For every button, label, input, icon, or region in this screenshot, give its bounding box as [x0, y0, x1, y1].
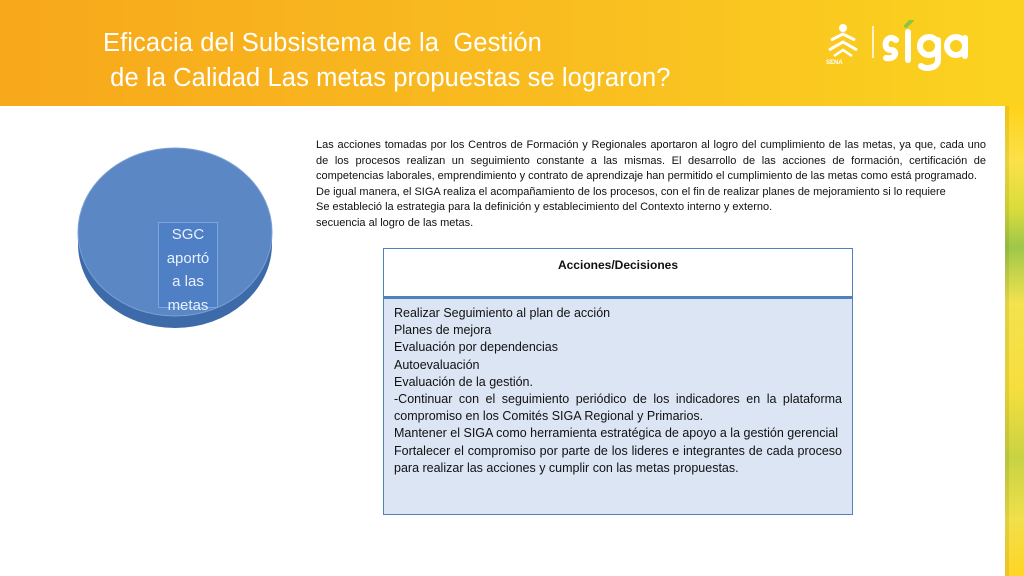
- paragraph-text: De igual manera, el SIGA realiza el acompañamiento de los procesos, con el fin de realizar planes de mejoramiento si lo requiere: [316, 185, 946, 198]
- pie-label-line: SGC: [171, 226, 205, 243]
- list-item: Realizar Seguimiento al plan de acción: [394, 306, 611, 320]
- list-item: Autoevaluación: [394, 357, 480, 372]
- list-item: Planes de mejora: [394, 323, 492, 338]
- list-item: -Continuar con el seguimiento periódico de los indicadores en la plataforma compromiso en los Comités SIGA Regional y Primarios.: [394, 392, 842, 424]
- list-item: Fortalecer el compromiso por parte de los lideres e integrantes de cada proceso para realizar las acciones y cumplir con las metas propuestas.: [394, 443, 842, 475]
- description-paragraph: [316, 138, 986, 231]
- actions-table: [383, 248, 853, 513]
- table-body: [383, 297, 853, 515]
- slide-title: [103, 26, 671, 96]
- pie-data-label: [158, 222, 218, 314]
- list-item: Evaluación de la gestión.: [394, 374, 533, 389]
- pie-label-line: a las: [172, 273, 204, 290]
- title-line-2: de la Calidad Las metas propuestas se lograron?: [103, 64, 671, 92]
- paragraph-text: secuencia al logro de las metas.: [316, 216, 474, 229]
- table-header-label: Acciones/Decisiones: [557, 258, 679, 272]
- list-item: Mantener el SIGA como herramienta estratégica de apoyo a la gestión gerencial: [394, 426, 839, 441]
- paragraph-text: Se estableció la estrategia para la definición y establecimiento del Contexto interno y externo.: [316, 201, 773, 213]
- actions-list: [384, 299, 852, 477]
- pie-label-line: aportó: [166, 249, 210, 267]
- logo-text: SENA: [826, 60, 843, 66]
- paragraph-text: Las acciones tomadas por los Centros de Formación y Regionales aportaron al logro del cumplimiento de las metas, ya que, cada uno de los procesos realizan un seguimiento constante a las mismas. El desarrollo de las acciones de formación, certificación de competencias laborales, emprendimiento y contrato de aprendizaje han permitido el cumplimiento de las metas como está programado.: [316, 139, 986, 182]
- table-header: [383, 248, 853, 297]
- list-item: Evaluación por dependencias: [394, 340, 559, 355]
- pie-label-line: metas: [167, 296, 209, 314]
- title-line-1: Eficacia del Subsistema de la Gestión: [103, 29, 542, 57]
- logo-graphic: [826, 20, 976, 72]
- sena-siga-logo: [826, 20, 976, 72]
- decorative-side-bar: [1005, 106, 1024, 576]
- header-banner: [0, 0, 1024, 106]
